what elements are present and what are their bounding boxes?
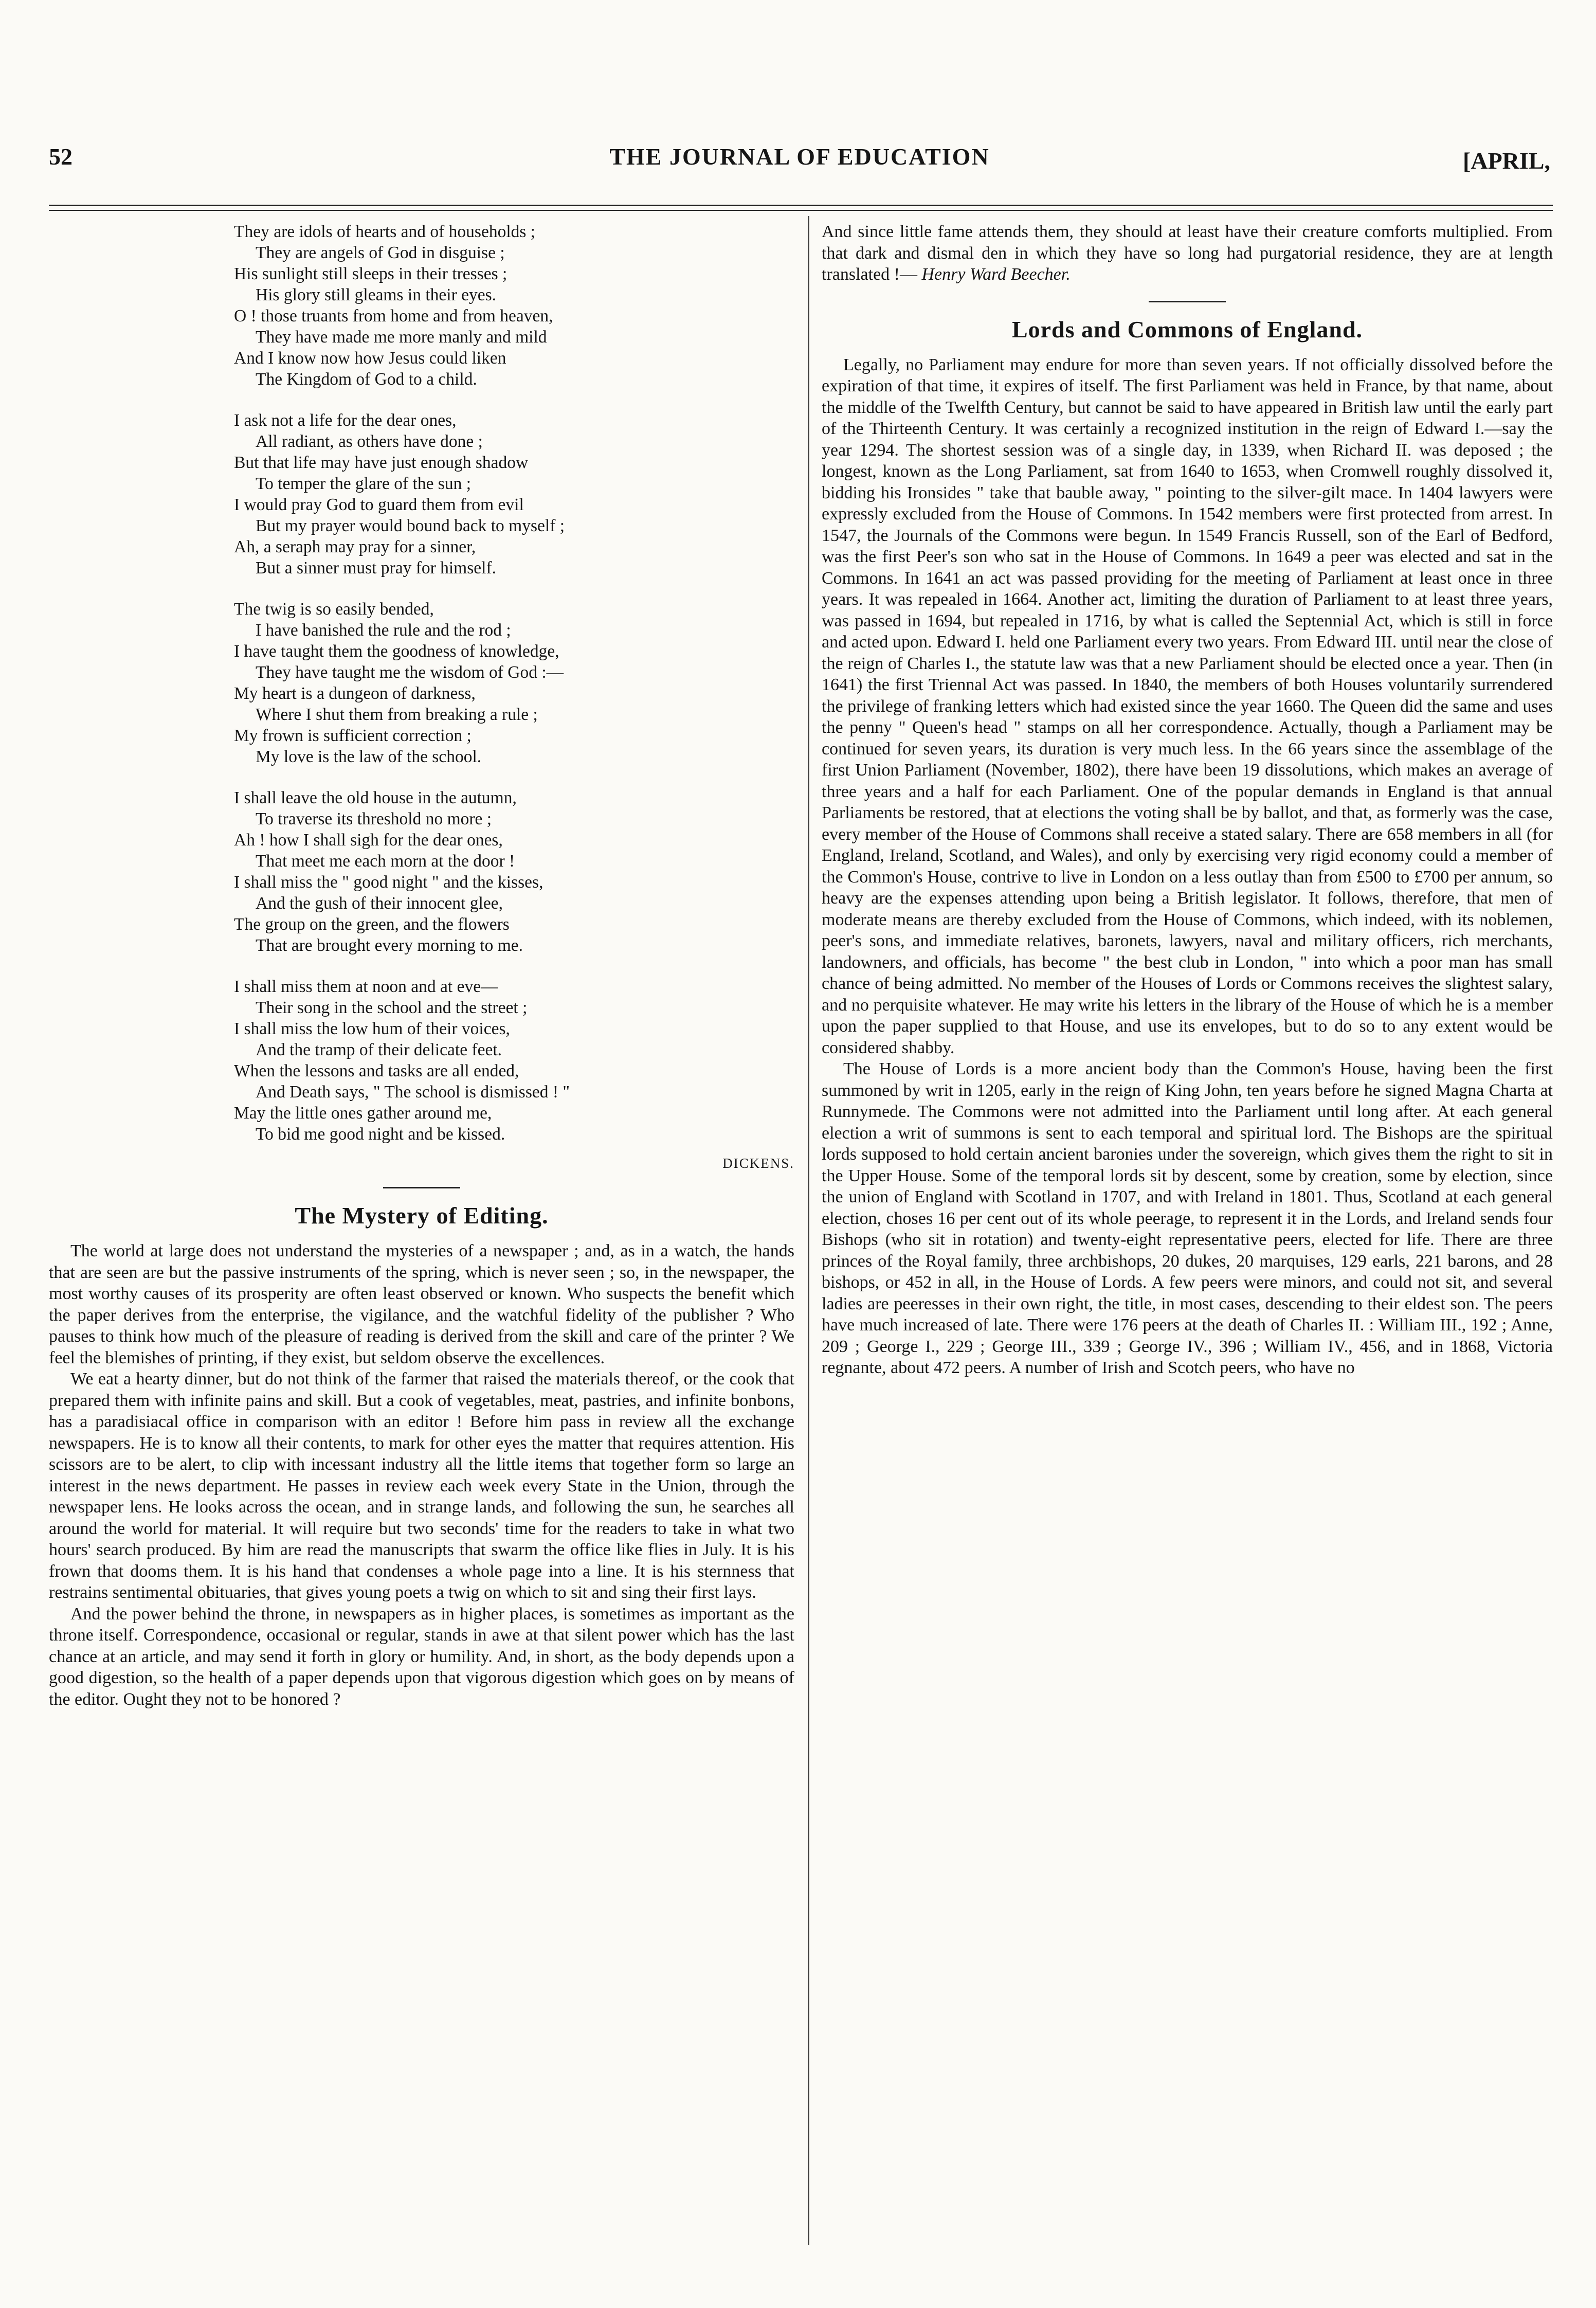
- page-header: [49, 143, 1550, 184]
- poem-line: I ask not a life for the dear ones,: [234, 411, 457, 430]
- poem-line: And I know now how Jesus could liken: [234, 349, 506, 368]
- lords-paragraph: Legally, no Parliament may endure for more than seven years. If not officially dissolved before the expiration of that time, it expires of itself. The first Parliament was held in France, by that name, about the middle of the Twelfth Century, but cannot be said to have appeared in British law until the early part of the Thirteenth Century. It was certainly a recognized institution in the reign of Edward I.—say the year 1294. The shortest session was of a single day, in 1339, when Richard II. was deposed ; the longest, known as the Long Parliament, sat from 1640 to 1653, when Cromwell roughly dissolved it, bidding his Ironsides " take that bauble away, " pointing to the silver-gilt mace. In 1404 lawyers were expressly excluded from the House of Commons. In 1542 members were first protected from arrest. In 1547, the Journals of the Commons were begun. In 1549 Francis Russell, son of the Earl of Bedford, was the first Peer's son who sat in the House of Commons. In 1649 a peer was elected and sat in the Commons. In 1641 an act was passed providing for the meeting of Parliament at least once in three years. It was repealed in 1664. Another act, limiting the duration of Parliament to at least three years, was passed in 1694, but repealed in 1716, by what is called the Septennial Act, which is still in force and acted upon. Edward I. held one Parliament every two years. From Edward III. until near the close of the reign of Charles I., the statute law was that a new Parliament should be elected once a year. Then (in 1641) the first Triennal Act was passed. In 1840, the members of both Houses voluntarily surrendered the privilege of franking letters which had existed since the year 1660. The Queen did the same and uses the penny " Queen's head " stamps on all her correspondence. Actually, though a Parliament may be continued for seven years, its duration is very much less. In the 66 years since the assemblage of the first Union Parliament (November, 1802), there have been 19 dissolutions, which makes an average of three years and a half for each Parliament. One of the popular demands in England is that annual Parliaments be restored, that at elections the voting shall be by ballot, and that, as formerly was the case, every member of the House of Commons shall receive a stated salary. There are 658 members in all (for England, Ireland, Scotland, and Wales), and only by exercising very rigid economy could a member of the Common's House, contrive to live in London on a less outlay than from £500 to £700 per annum, so heavy are the expenses attending upon being a British legislator. It follows, therefore, that men of moderate means are thereby excluded from the House of Commons, which indeed, with its noblemen, peer's sons, and immediate relatives, baronets, lawyers, naval and military officers, rich merchants, landowners, and officials, has become " the best club in London, " into which a poor man has small chance of being admitted. No member of the Houses of Lords or Commons receives the slightest salary, and no perquisite whatever. He may write his letters in the library of the House of which he is a member upon the paper supplied to that House, and use its envelopes, but to do so to any extent would be considered shabby.: [822, 355, 1553, 1057]
- editing-heading: The Mystery of Editing.: [295, 1202, 549, 1229]
- poem: [49, 221, 794, 1145]
- article-attribution: Henry Ward Beecher.: [921, 265, 1071, 284]
- poem-line: That are brought every morning to me.: [256, 936, 523, 955]
- poem-stanza: [234, 599, 794, 767]
- poem-line: May the little ones gather around me,: [234, 1104, 492, 1123]
- poem-line: When the lessons and tasks are all ended,: [234, 1061, 519, 1080]
- poem-line: Ah, a seraph may pray for a sinner,: [234, 537, 476, 556]
- column-divider: [808, 216, 809, 2245]
- poem-line: I shall miss the " good night " and the kisses,: [234, 873, 543, 892]
- poem-signature: DICKENS.: [722, 1156, 794, 1171]
- right-column: [822, 221, 1553, 1379]
- poem-line: And Death says, " The school is dismissed ! ": [256, 1083, 570, 1102]
- section-rule: [383, 1187, 460, 1188]
- poem-line: They are angels of God in disguise ;: [256, 243, 505, 262]
- poem-stanza: [234, 976, 794, 1145]
- poem-line: I have taught them the goodness of knowledge,: [234, 642, 559, 661]
- lords-heading: Lords and Commons of England.: [1011, 316, 1363, 342]
- poem-line: And the gush of their innocent glee,: [256, 894, 503, 913]
- poem-line: But my prayer would bound back to myself ;: [256, 516, 565, 535]
- poem-line: They are idols of hearts and of households ;: [234, 222, 536, 241]
- poem-line: The group on the green, and the flowers: [234, 915, 510, 934]
- poem-line: They have taught me the wisdom of God :—: [256, 663, 564, 682]
- left-column: [49, 221, 794, 1710]
- poem-line: I shall miss them at noon and at eve—: [234, 977, 498, 996]
- poem-line: I shall miss the low hum of their voices,: [234, 1019, 510, 1038]
- poem-line: To temper the glare of the sun ;: [256, 474, 471, 493]
- poem-line: To bid me good night and be kissed.: [256, 1125, 505, 1144]
- editing-paragraph: We eat a hearty dinner, but do not think of the farmer that raised the materials thereof, or the cook that prepared them with infinite pains and skill. But a cook of vegetables, meat, pastries, and infinite bonbons, has a paradisiacal office in comparison with an editor ! Before him pass in review all the exchange newspapers. He is to know all their contents, to mark for other eyes the matter that requires attention. His scissors are to be alert, to clip with incessant industry all the little items that together form so large an interest in the news department. He passes in review each week every State in the Union, through the newspaper lens. He looks across the ocean, and in strange lands, and following the sun, he searches all around the world for material. It will require but two seconds' time for the readers to take in what two hours' search produced. By him are read the manuscripts that swarm the office like flies in July. It is his frown that dooms them. It is his hand that condenses a whole page into a line. It is his sternness that restrains sentimental obituaries, that gives young poets a twig on which to sit and sing their first lays.: [49, 1369, 794, 1602]
- poem-line: To traverse its threshold no more ;: [256, 809, 492, 828]
- poem-line: But a sinner must pray for himself.: [256, 558, 496, 578]
- poem-line: The twig is so easily bended,: [234, 600, 434, 619]
- poem-line: That meet me each morn at the door !: [256, 852, 515, 871]
- continuation-text: And since little fame attends them, they should at least have their creature comforts multiplied. From that dark and dismal den in which they have so long had purgatorial residence, they are at length translated !—: [822, 222, 1553, 284]
- poem-line: I have banished the rule and the rod ;: [256, 621, 511, 640]
- poem-line: The Kingdom of God to a child.: [256, 370, 477, 389]
- header-month: [APRIL,: [1463, 148, 1550, 174]
- editing-paragraph: And the power behind the throne, in newspapers as in higher places, is sometimes as important as the throne itself. Correspondence, occasional or regular, stands in awe at that silent power which has the last chance at an article, and may send it forth in glory or humility. And, in short, as the body depends upon a good digestion, so the health of a paper depends upon that vigorous digestion which goes on by means of the editor. Ought they not to be honored ?: [49, 1604, 794, 1709]
- page-number: 52: [49, 143, 72, 170]
- poem-stanza: [234, 787, 794, 956]
- poem-line: His sunlight still sleeps in their tresses ;: [234, 264, 507, 283]
- poem-line: Their song in the school and the street ;: [256, 998, 528, 1017]
- poem-line: Where I shut them from breaking a rule ;: [256, 705, 538, 724]
- poem-line: His glory still gleams in their eyes.: [256, 285, 497, 304]
- editing-paragraph: The world at large does not understand the mysteries of a newspaper ; and, as in a watch, the hands that are seen are but the passive instruments of the spring, which is never seen ; so, in the newspaper, the most worthy causes of its prosperity are often least observed or known. Who suspects the benefit which the paper derives from the enterprise, the vigilance, and the watchful fidelity of the publisher ? Who pauses to think how much of the pleasure of reading is derived from the skill and care of the printer ? We feel the blemishes of printing, if they exist, but seldom observe the excellences.: [49, 1241, 794, 1367]
- poem-line: My love is the law of the school.: [256, 747, 482, 766]
- section-rule: [1149, 301, 1226, 302]
- header-rule: [49, 205, 1553, 206]
- poem-line: O ! those truants from home and from heaven,: [234, 306, 553, 326]
- editing-continuation: [822, 221, 1553, 285]
- poem-line: And the tramp of their delicate feet.: [256, 1040, 502, 1059]
- poem-line: I shall leave the old house in the autumn,: [234, 788, 517, 807]
- poem-line: They have made me more manly and mild: [256, 328, 547, 347]
- poem-stanza: [234, 410, 794, 579]
- poem-line: I would pray God to guard them from evil: [234, 495, 524, 514]
- poem-stanza: [234, 221, 794, 390]
- poem-line: Ah ! how I shall sigh for the dear ones,: [234, 831, 503, 850]
- poem-line: My heart is a dungeon of darkness,: [234, 684, 476, 703]
- lords-paragraph: The House of Lords is a more ancient body than the Common's House, having been the first summoned by writ in 1205, early in the reign of King John, ten years before he signed Magna Charta at Runnymede. The Commons were not admitted into the Parliament until long after. At each general election a writ of summons is sent to each temporal and spiritual lord. The Bishops are the spiritual lords supposed to hold certain ancient baronies under the sovereign, which gives them the right to sit in the Upper House. Some of the temporal lords sit by descent, some by creation, some by election, since the union of England with Scotland in 1707, and with Ireland in 1801. Thus, Scotland at each general election, choses 16 per cent out of its whole peerage, to represent it in the Lords, and Ireland sends four Bishops (who sit in rotation) and twenty-eight representative peers, elected for life. There are three princes of the Royal family, three archbishops, 20 dukes, 20 marquises, 129 earls, 221 barons, and 28 bishops, or 452 in all, in the House of Lords. A few peers were minors, and could not sit, and several ladies are peeresses in their own right, the title, in most cases, descending to their eldest son. The peers have much increased of late. There were 176 peers at the death of Charles II. : William III., 192 ; Anne, 209 ; George I., 229 ; George III., 339 ; George IV., 396 ; William IV., 456, and in 1868, Victoria regnante, about 472 peers. A number of Irish and Scotch peers, who have no: [822, 1059, 1553, 1377]
- header-rule-thin: [49, 210, 1553, 211]
- journal-title: THE JOURNAL OF EDUCATION: [609, 143, 990, 170]
- poem-line: All radiant, as others have done ;: [256, 432, 483, 451]
- poem-line: My frown is sufficient correction ;: [234, 726, 471, 745]
- poem-line: But that life may have just enough shadow: [234, 453, 529, 472]
